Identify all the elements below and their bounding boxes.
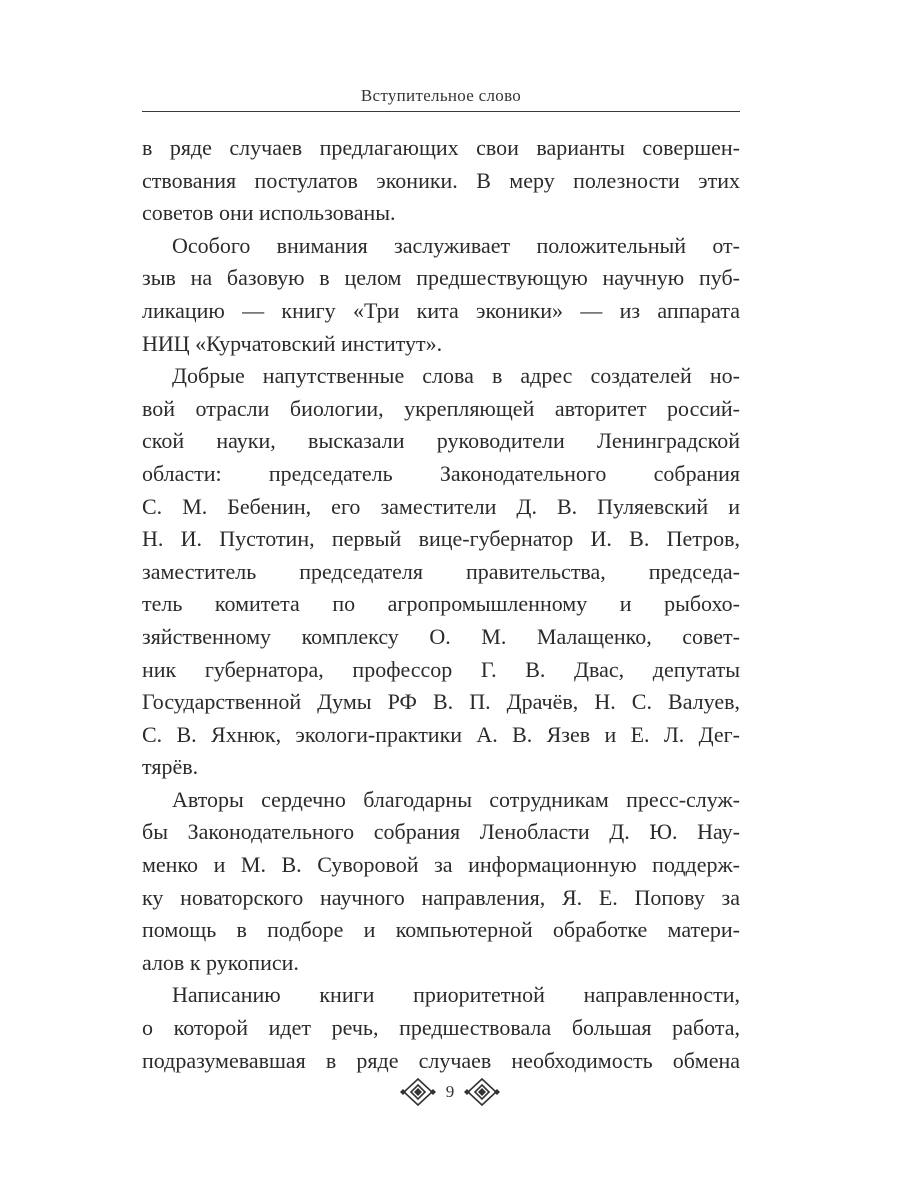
page-footer — [0, 1077, 900, 1107]
text-line: бы Законодательного собрания Ленобласти Д. Ю. Нау- — [142, 819, 740, 845]
text-line: ликацию — книгу «Три кита эконики» — из аппарата — [142, 297, 740, 323]
text-line: Авторы сердечно благодарны сотрудникам пресс-служ- — [172, 786, 740, 812]
text-line: тель комитета по агропромышленному и рыбохо- — [142, 591, 740, 617]
text-line: Добрые напутственные слова в адрес создателей но- — [172, 363, 740, 389]
text-line: советов они использованы. — [142, 200, 396, 226]
diamond-ornament-icon — [462, 1077, 502, 1107]
diamond-ornament-icon — [398, 1077, 438, 1107]
running-title: Вступительное слово — [360, 86, 522, 105]
header-rule — [142, 111, 740, 112]
text-line: Государственной Думы РФ В. П. Драчёв, Н. С. Валуев, — [142, 689, 740, 715]
text-line: ку новаторского научного направления, Я. Е. Попову за — [142, 884, 740, 910]
text-line: о которой идет речь, предшествовала большая работа, — [142, 1015, 740, 1041]
text-line: Особого внимания заслуживает положительный от- — [172, 232, 740, 258]
page-number: 9 — [445, 1082, 455, 1101]
text-line: ствования постулатов эконики. В меру полезности этих — [142, 167, 740, 193]
text-line: Написанию книги приоритетной направленности, — [172, 982, 740, 1008]
text-line: ник губернатора, профессор Г. В. Двас, депутаты — [142, 656, 740, 682]
text-line: зыв на базовую в целом предшествующую научную пуб- — [142, 265, 740, 291]
text-line: вой отрасли биологии, укрепляющей авторитет россий- — [142, 395, 740, 421]
text-line: Н. И. Пустотин, первый вице-губернатор И. В. Петров, — [142, 526, 740, 552]
text-line: С. М. Бебенин, его заместители Д. В. Пуляевский и — [142, 493, 740, 519]
text-line: менко и М. В. Суворовой за информационную поддерж- — [142, 852, 740, 878]
text-line: алов к рукописи. — [142, 949, 299, 975]
text-line: заместитель председателя правительства, председа- — [142, 558, 740, 584]
body-text — [142, 132, 740, 1077]
text-line: тярёв. — [142, 754, 199, 780]
text-line: помощь в подборе и компьютерной обработке матери- — [142, 917, 740, 943]
text-line: подразумевавшая в ряде случаев необходимость обмена — [142, 1047, 740, 1073]
text-line: области: председатель Законодательного собрания — [142, 460, 740, 486]
text-line: НИЦ «Курчатовский институт». — [142, 330, 443, 356]
text-line: ской науки, высказали руководители Ленинградской — [142, 428, 740, 454]
text-line: в ряде случаев предлагающих свои варианты совершен- — [142, 135, 740, 160]
text-line: С. В. Яхнюк, экологи-практики А. В. Язев и Е. Л. Дег- — [142, 721, 740, 747]
text-line: зяйственному комплексу О. М. Малащенко, совет- — [142, 623, 740, 649]
